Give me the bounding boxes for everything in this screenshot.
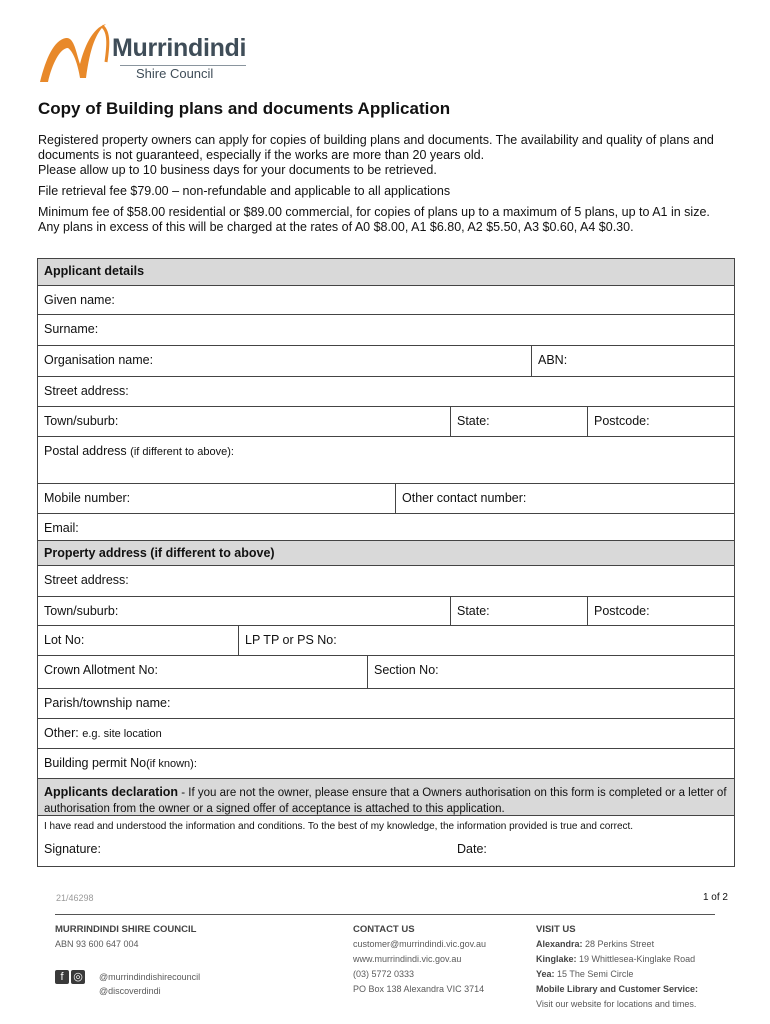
field-label: Building permit No — [44, 756, 147, 770]
lot-row — [38, 625, 734, 655]
footer-council — [55, 922, 196, 952]
phone-row — [38, 483, 734, 513]
agreement-text: I have read and understood the information and conditions. To the best of my knowledge, the information provided is true and correct. — [44, 821, 634, 832]
intro-retrieval-fee: File retrieval fee $79.00 – non-refundable and applicable to all applications — [38, 184, 451, 198]
applicant-details-header — [38, 259, 734, 285]
postcode-field[interactable] — [587, 407, 734, 436]
declaration-text: - If you are not the owner, please ensure that a Owners authorisation on this form is completed or a letter of authorisation from the owner or a signed offer of acceptance is attached to this application. — [44, 787, 727, 815]
field-label: Street address: — [44, 384, 129, 398]
lp-tp-ps-field[interactable] — [238, 626, 734, 655]
section-heading: Property address (if different to above) — [44, 546, 275, 560]
section-heading: Applicants declaration — [44, 785, 179, 799]
contact-website-link[interactable]: www.murrindindi.vic.gov.au — [353, 954, 462, 964]
other-contact-field[interactable] — [395, 484, 734, 513]
lot-number-field[interactable] — [38, 626, 238, 655]
field-label: Other contact number: — [402, 491, 527, 505]
contact-heading: CONTACT US — [353, 924, 415, 935]
property-postcode-field[interactable] — [587, 597, 734, 625]
footer-divider — [55, 914, 715, 915]
footer-abn: ABN 93 600 647 004 — [55, 939, 139, 949]
field-label: Postcode: — [594, 604, 650, 618]
field-label: Given name: — [44, 293, 115, 307]
field-label: LP TP or PS No: — [245, 633, 337, 647]
logo-swoosh-icon — [36, 18, 116, 86]
location-label: Kinglake: — [536, 954, 577, 964]
footer-contact — [353, 922, 486, 997]
location-label: Yea: — [536, 969, 555, 979]
date-field[interactable]: Date: — [457, 842, 487, 856]
location-address: 15 The Semi Circle — [554, 969, 634, 979]
document-reference: 21/46298 — [56, 893, 94, 903]
location-label: Alexandra: — [536, 939, 583, 949]
postal-address-field[interactable] — [38, 436, 734, 483]
location-address: 28 Perkins Street — [582, 939, 655, 949]
field-label: State: — [457, 604, 490, 618]
section-number-field[interactable] — [367, 656, 734, 688]
visit-heading: VISIT US — [536, 924, 576, 935]
crown-row — [38, 655, 734, 688]
property-street-field[interactable] — [38, 565, 734, 596]
town-suburb-field[interactable] — [38, 407, 450, 436]
application-form — [37, 258, 735, 867]
field-label: Email: — [44, 521, 79, 535]
facebook-icon[interactable]: f — [55, 970, 69, 984]
social-handle-council[interactable]: @murrindindishirecouncil — [99, 972, 201, 982]
location-label: Mobile Library and Customer Service: — [536, 984, 699, 994]
given-name-field[interactable] — [38, 285, 734, 314]
section-heading: Applicant details — [44, 264, 145, 278]
footer-social — [55, 970, 201, 996]
building-permit-field[interactable] — [38, 748, 734, 778]
page-number: 1 of 2 — [702, 892, 728, 903]
field-label: Postal address — [44, 444, 127, 458]
property-state-field[interactable] — [450, 597, 587, 625]
visit-kinglake — [536, 952, 698, 967]
field-label: Crown Allotment No: — [44, 663, 158, 677]
field-label: Section No: — [374, 663, 439, 677]
other-location-field[interactable] — [38, 718, 734, 748]
field-label: Other: — [44, 726, 79, 740]
field-note: e.g. site location — [82, 728, 162, 740]
organisation-row — [38, 345, 734, 376]
page-title: Copy of Building plans and documents Application — [38, 99, 451, 118]
organisation-name-field[interactable] — [38, 346, 531, 376]
contact-phone: (03) 5772 0333 — [353, 969, 415, 979]
instagram-icon[interactable]: ◎ — [71, 970, 85, 984]
crown-allotment-field[interactable] — [38, 656, 367, 688]
visit-alexandra — [536, 937, 698, 952]
property-address-header — [38, 540, 734, 565]
intro-availability: Registered property owners can apply for copies of building plans and documents. The availability and quality of plans and documents is not guaranteed, especially if the works are more than 20 years old. — [38, 133, 714, 162]
intro-minimum-fee: Minimum fee of $58.00 residential or $89.00 commercial, for copies of plans up to a maximum of 5 plans, up to A1 in size. — [38, 205, 710, 219]
visit-mobile-library — [536, 982, 698, 997]
declaration-agreement — [38, 815, 734, 866]
social-handle-discover[interactable]: @discoverdindi — [99, 986, 161, 996]
footer-council-name: MURRINDINDI SHIRE COUNCIL — [55, 924, 197, 935]
property-town-row — [38, 596, 734, 625]
logo-name: Murrindindi — [112, 34, 247, 62]
declaration-header — [38, 778, 734, 815]
council-logo — [36, 18, 266, 86]
mobile-number-field[interactable] — [38, 484, 395, 513]
state-field[interactable] — [450, 407, 587, 436]
surname-field[interactable] — [38, 314, 734, 345]
location-address: 19 Whittlesea-Kinglake Road — [576, 954, 696, 964]
field-label: ABN: — [538, 353, 568, 367]
parish-field[interactable] — [38, 688, 734, 718]
visit-mobile-text: Visit our website for locations and times. — [536, 999, 697, 1009]
abn-field[interactable] — [531, 346, 734, 376]
field-label: Parish/township name: — [44, 696, 171, 710]
field-note: (if known): — [146, 758, 197, 770]
field-label: Street address: — [44, 573, 129, 587]
property-town-field[interactable] — [38, 597, 450, 625]
field-label: Organisation name: — [44, 353, 154, 367]
field-note: (if different to above): — [130, 446, 234, 458]
field-label: Mobile number: — [44, 491, 131, 505]
field-label: Town/suburb: — [44, 604, 119, 618]
field-label: State: — [457, 414, 490, 428]
footer-visit — [536, 922, 698, 1012]
intro-business-days: Please allow up to 10 business days for your documents to be retrieved. — [38, 163, 437, 177]
town-row — [38, 406, 734, 436]
email-field[interactable] — [38, 513, 734, 540]
field-label: Lot No: — [44, 633, 85, 647]
field-label: Surname: — [44, 322, 99, 336]
intro-excess-rates: Any plans in excess of this will be charged at the rates of A0 $8.00, A1 $6.80, A2 $5.50, A3 $0.60, A4 $0.30. — [38, 220, 634, 234]
field-label: Town/suburb: — [44, 414, 119, 428]
street-address-field[interactable] — [38, 376, 734, 406]
contact-po-box: PO Box 138 Alexandra VIC 3714 — [353, 984, 485, 994]
logo-subtitle: Shire Council — [136, 66, 214, 81]
signature-field[interactable]: Signature: — [44, 842, 101, 856]
contact-email-link[interactable]: customer@murrindindi.vic.gov.au — [353, 939, 487, 949]
intro-text — [38, 133, 738, 235]
visit-yea — [536, 967, 698, 982]
field-label: Postcode: — [594, 414, 650, 428]
